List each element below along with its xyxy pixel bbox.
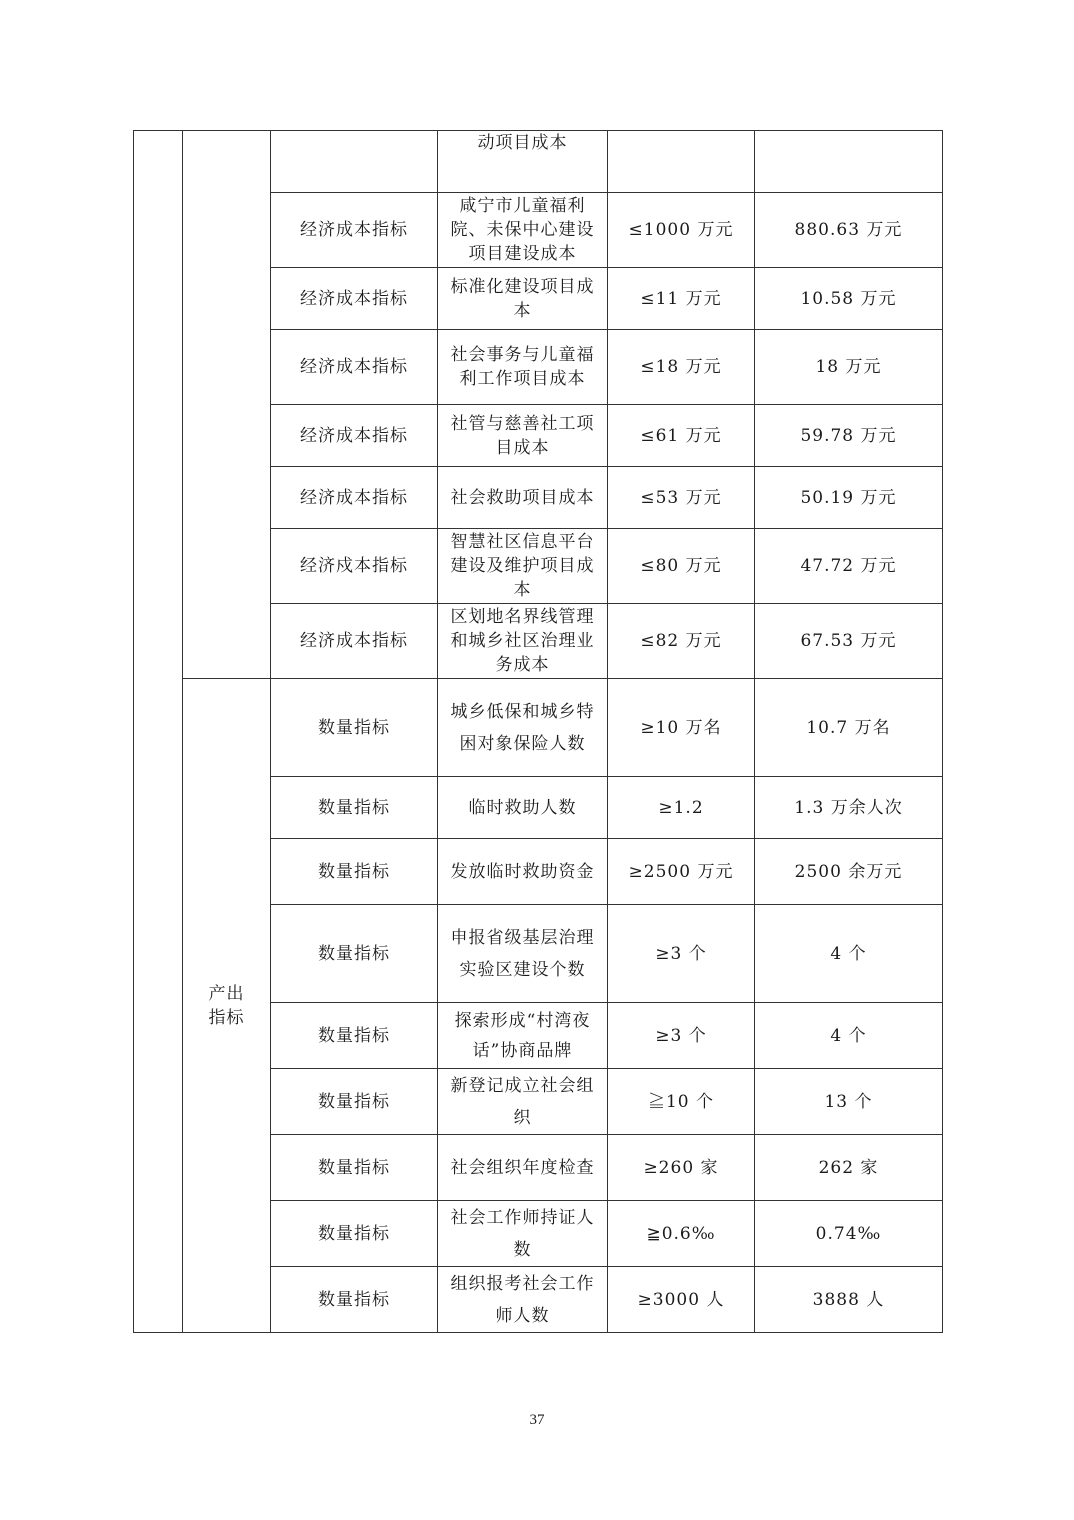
indicator-name-cell: 申报省级基层治理实验区建设个数 <box>438 905 608 1003</box>
actual-value-cell: 262 家 <box>755 1135 943 1201</box>
actual-value-cell: 50.19 万元 <box>755 467 943 529</box>
actual-value-cell <box>755 131 943 193</box>
indicator-type-cell: 数量指标 <box>271 1201 438 1267</box>
indicator-name-cell: 社会救助项目成本 <box>438 467 608 529</box>
target-value-cell: ≥1.2 <box>608 777 755 839</box>
indicator-type-cell: 数量指标 <box>271 1069 438 1135</box>
indicator-name-cell: 探索形成“村湾夜话”协商品牌 <box>438 1003 608 1069</box>
target-value-cell: ≥3 个 <box>608 905 755 1003</box>
indicator-type-cell: 经济成本指标 <box>271 405 438 467</box>
indicator-name-cell: 动项目成本 <box>438 131 608 193</box>
actual-value-cell: 4 个 <box>755 905 943 1003</box>
indicator-name-cell: 临时救助人数 <box>438 777 608 839</box>
indicator-type-cell: 经济成本指标 <box>271 193 438 268</box>
target-value-cell: ≤18 万元 <box>608 330 755 405</box>
target-value-cell: ≤53 万元 <box>608 467 755 529</box>
indicator-type-cell: 数量指标 <box>271 777 438 839</box>
target-value-cell: ≧0.6‰ <box>608 1201 755 1267</box>
actual-value-cell: 13 个 <box>755 1069 943 1135</box>
actual-value-cell: 4 个 <box>755 1003 943 1069</box>
indicator-type-cell: 经济成本指标 <box>271 467 438 529</box>
indicator-type-cell: 经济成本指标 <box>271 330 438 405</box>
indicator-type-cell: 数量指标 <box>271 1003 438 1069</box>
indicator-name-cell: 组织报考社会工作师人数 <box>438 1267 608 1333</box>
actual-value-cell: 10.58 万元 <box>755 268 943 330</box>
outer-column-cell <box>134 131 183 1333</box>
target-value-cell: ≧10 个 <box>608 1069 755 1135</box>
indicator-name-cell: 社会事务与儿童福利工作项目成本 <box>438 330 608 405</box>
target-value-cell: ≤82 万元 <box>608 604 755 679</box>
table-row <box>134 131 943 193</box>
indicator-type-cell: 数量指标 <box>271 1135 438 1201</box>
actual-value-cell: 10.7 万名 <box>755 679 943 777</box>
actual-value-cell: 3888 人 <box>755 1267 943 1333</box>
indicator-name-cell: 社会工作师持证人数 <box>438 1201 608 1267</box>
indicator-type-cell: 数量指标 <box>271 839 438 905</box>
indicator-name-cell: 新登记成立社会组织 <box>438 1069 608 1135</box>
indicator-name-cell: 社会组织年度检查 <box>438 1135 608 1201</box>
indicator-type-cell: 经济成本指标 <box>271 604 438 679</box>
target-value-cell: ≤80 万元 <box>608 529 755 604</box>
actual-value-cell: 67.53 万元 <box>755 604 943 679</box>
performance-table <box>133 130 943 1333</box>
target-value-cell: ≤61 万元 <box>608 405 755 467</box>
target-value-cell: ≥260 家 <box>608 1135 755 1201</box>
target-value-cell: ≥3000 人 <box>608 1267 755 1333</box>
actual-value-cell: 880.63 万元 <box>755 193 943 268</box>
indicator-type-cell: 数量指标 <box>271 679 438 777</box>
actual-value-cell: 47.72 万元 <box>755 529 943 604</box>
indicator-name-cell: 标准化建设项目成本 <box>438 268 608 330</box>
indicator-name-cell: 发放临时救助资金 <box>438 839 608 905</box>
target-value-cell: ≤11 万元 <box>608 268 755 330</box>
target-value-cell: ≥3 个 <box>608 1003 755 1069</box>
actual-value-cell: 2500 余万元 <box>755 839 943 905</box>
target-value-cell <box>608 131 755 193</box>
indicator-name-cell: 智慧社区信息平台建设及维护项目成本 <box>438 529 608 604</box>
target-value-cell: ≤1000 万元 <box>608 193 755 268</box>
actual-value-cell: 1.3 万余人次 <box>755 777 943 839</box>
page-number: 37 <box>529 1412 545 1428</box>
indicator-type-cell: 经济成本指标 <box>271 268 438 330</box>
target-value-cell: ≥2500 万元 <box>608 839 755 905</box>
indicator-name-cell: 咸宁市儿童福利院、未保中心建设项目建设成本 <box>438 193 608 268</box>
indicator-type-cell: 数量指标 <box>271 905 438 1003</box>
indicator-name-cell: 城乡低保和城乡特困对象保险人数 <box>438 679 608 777</box>
category-cell-cost <box>183 131 271 679</box>
indicator-name-cell: 社管与慈善社工项目成本 <box>438 405 608 467</box>
category-cell-output <box>183 679 271 1333</box>
indicator-type-cell: 数量指标 <box>271 1267 438 1333</box>
indicator-type-cell: 经济戍本指标 <box>271 529 438 604</box>
actual-value-cell: 59.78 万元 <box>755 405 943 467</box>
actual-value-cell: 18 万元 <box>755 330 943 405</box>
indicator-type-cell <box>271 131 438 193</box>
actual-value-cell: 0.74‰ <box>755 1201 943 1267</box>
indicator-name-cell: 区划地名界线管理和城乡社区治理业务成本 <box>438 604 608 679</box>
category-label: 产出 指标 <box>208 983 245 1028</box>
target-value-cell: ≥10 万名 <box>608 679 755 777</box>
table-row <box>134 679 943 777</box>
